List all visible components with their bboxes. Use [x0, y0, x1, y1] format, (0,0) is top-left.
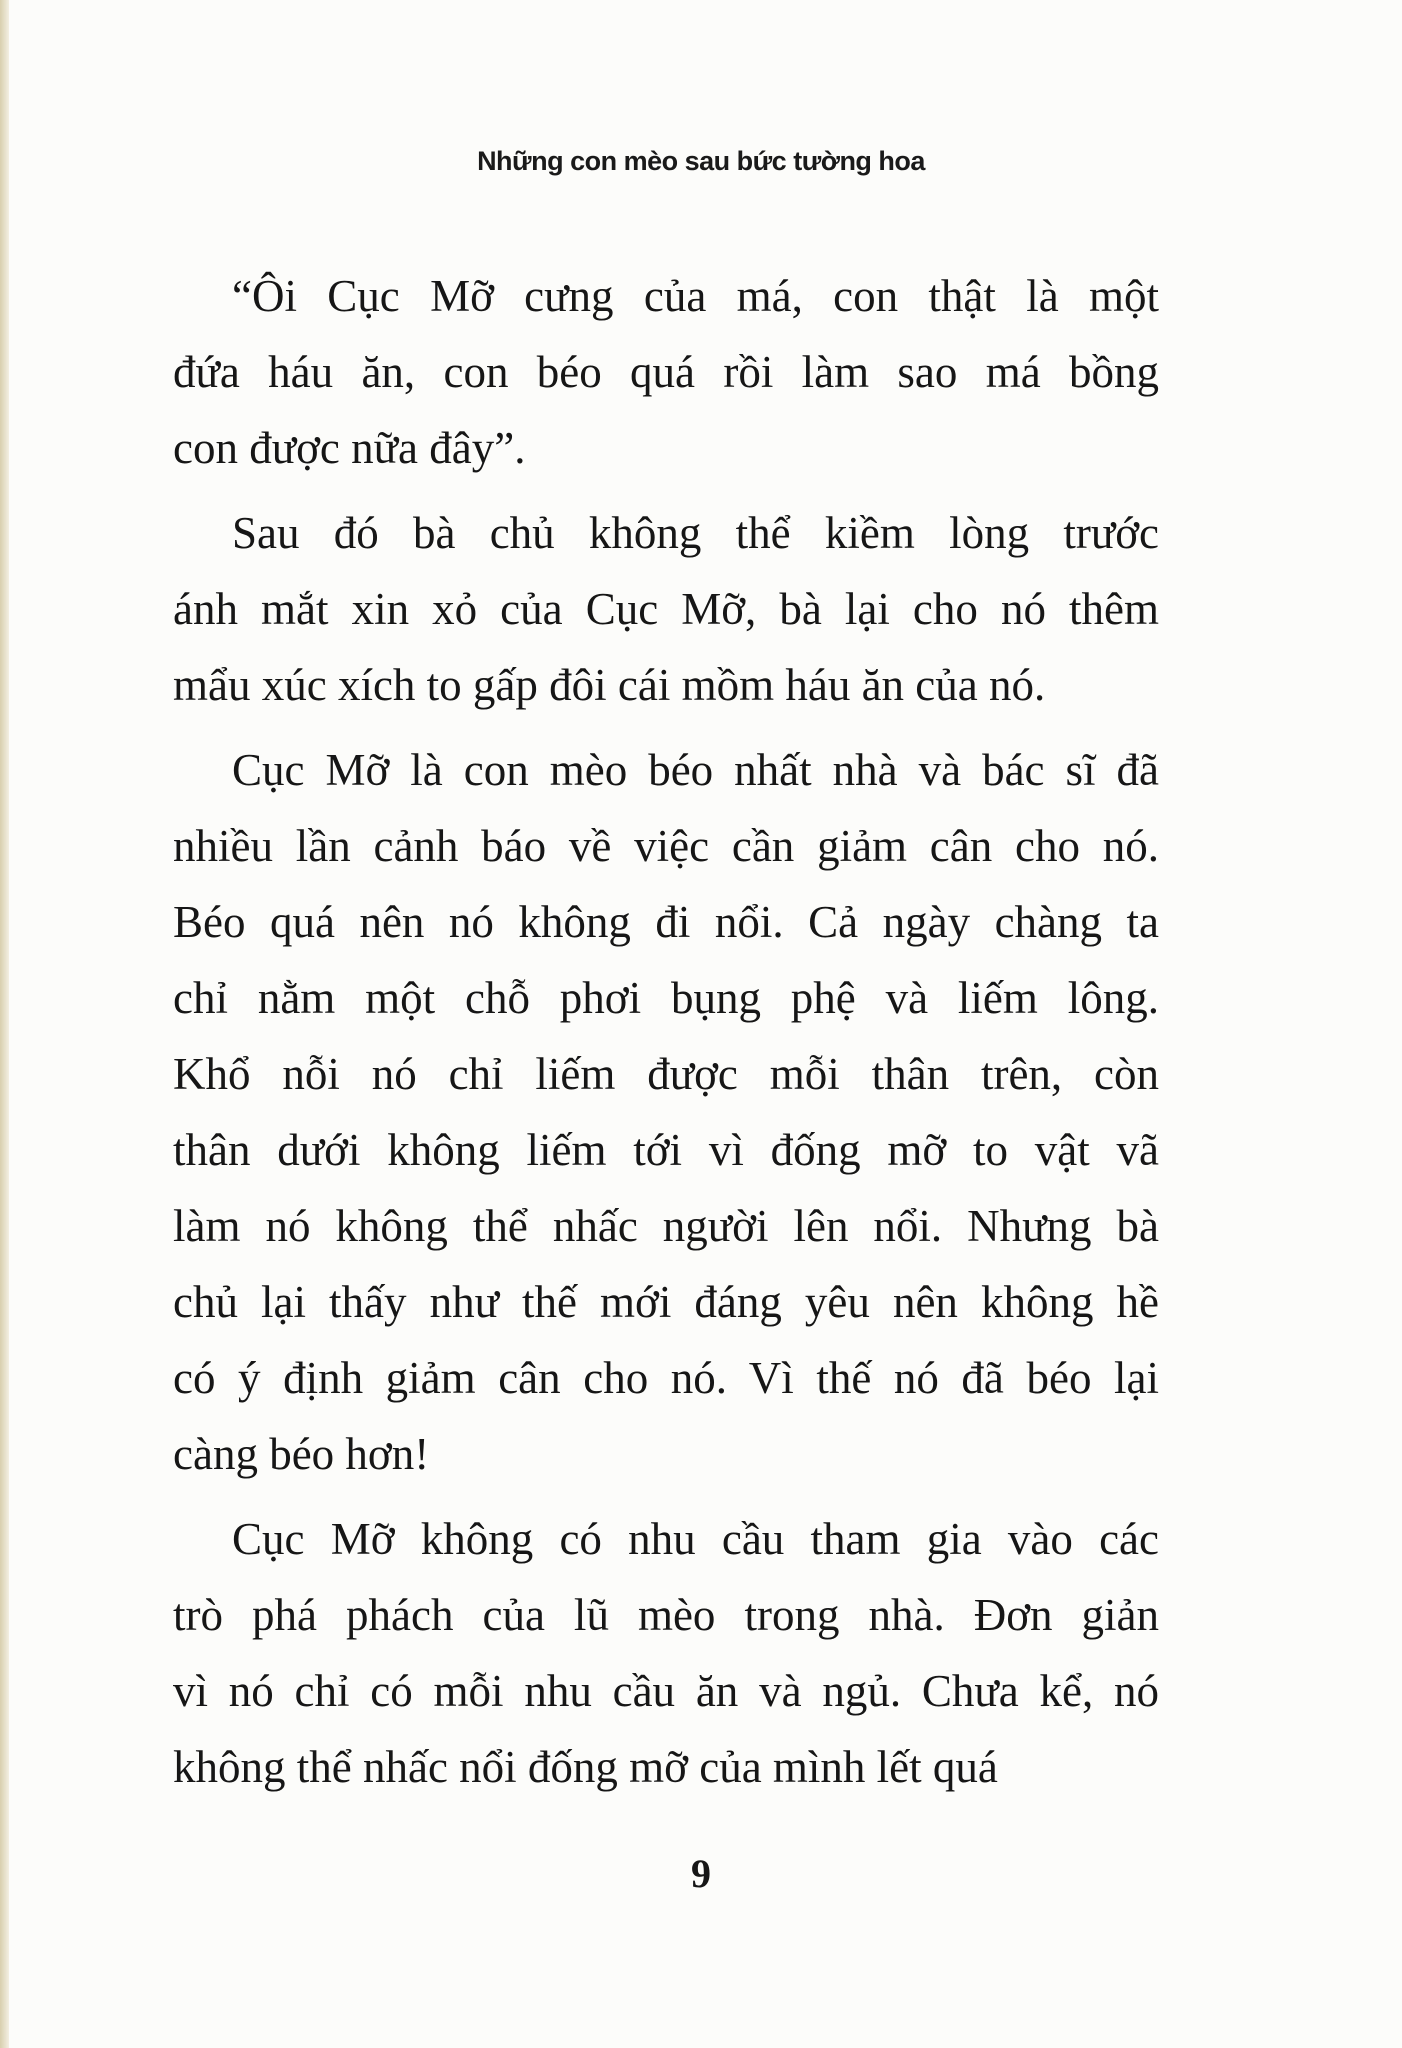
text-line: vì nó chỉ có mỗi nhu cầu ăn và ngủ. Chưa kể, nó	[173, 1666, 1159, 1716]
text-line: có ý định giảm cân cho nó. Vì thế nó đã béo lại	[173, 1353, 1159, 1403]
text-line: Sau đó bà chủ không thể kiềm lòng trước	[232, 508, 1159, 558]
paragraph	[173, 258, 1159, 486]
body-text	[173, 258, 1159, 1805]
page-edge	[0, 0, 9, 2048]
text-line: trò phá phách của lũ mèo trong nhà. Đơn giản	[173, 1590, 1159, 1640]
text-line: nhiều lần cảnh báo về việc cần giảm cân cho nó.	[173, 821, 1159, 871]
text-line: Béo quá nên nó không đi nổi. Cả ngày chàng ta	[173, 897, 1159, 947]
text-line: đứa háu ăn, con béo quá rồi làm sao má bồng	[173, 347, 1159, 397]
paragraph	[173, 732, 1159, 1492]
text-line: “Ôi Cục Mỡ cưng của má, con thật là một	[232, 271, 1159, 321]
running-head: Những con mèo sau bức tường hoa	[477, 146, 925, 176]
text-line: thân dưới không liếm tới vì đống mỡ to vật vã	[173, 1125, 1159, 1175]
text-line: con được nữa đây”.	[173, 423, 526, 473]
text-line: làm nó không thể nhấc người lên nổi. Nhưng bà	[173, 1201, 1159, 1251]
page-number: 9	[691, 1851, 711, 1896]
text-line: không thể nhấc nổi đống mỡ của mình lết quá	[173, 1742, 998, 1792]
text-line: Cục Mỡ không có nhu cầu tham gia vào các	[232, 1514, 1159, 1564]
text-line: mẩu xúc xích to gấp đôi cái mồm háu ăn của nó.	[173, 660, 1046, 710]
text-line: chủ lại thấy như thế mới đáng yêu nên không hề	[173, 1277, 1159, 1327]
text-line: ánh mắt xin xỏ của Cục Mỡ, bà lại cho nó thêm	[173, 584, 1159, 634]
paragraph	[173, 1501, 1159, 1805]
text-line: Cục Mỡ là con mèo béo nhất nhà và bác sĩ đã	[232, 745, 1159, 795]
text-line: càng béo hơn!	[173, 1429, 430, 1479]
paragraph	[173, 495, 1159, 723]
text-line: chỉ nằm một chỗ phơi bụng phệ và liếm lông.	[173, 973, 1159, 1023]
text-line: Khổ nỗi nó chỉ liếm được mỗi thân trên, còn	[173, 1049, 1159, 1099]
